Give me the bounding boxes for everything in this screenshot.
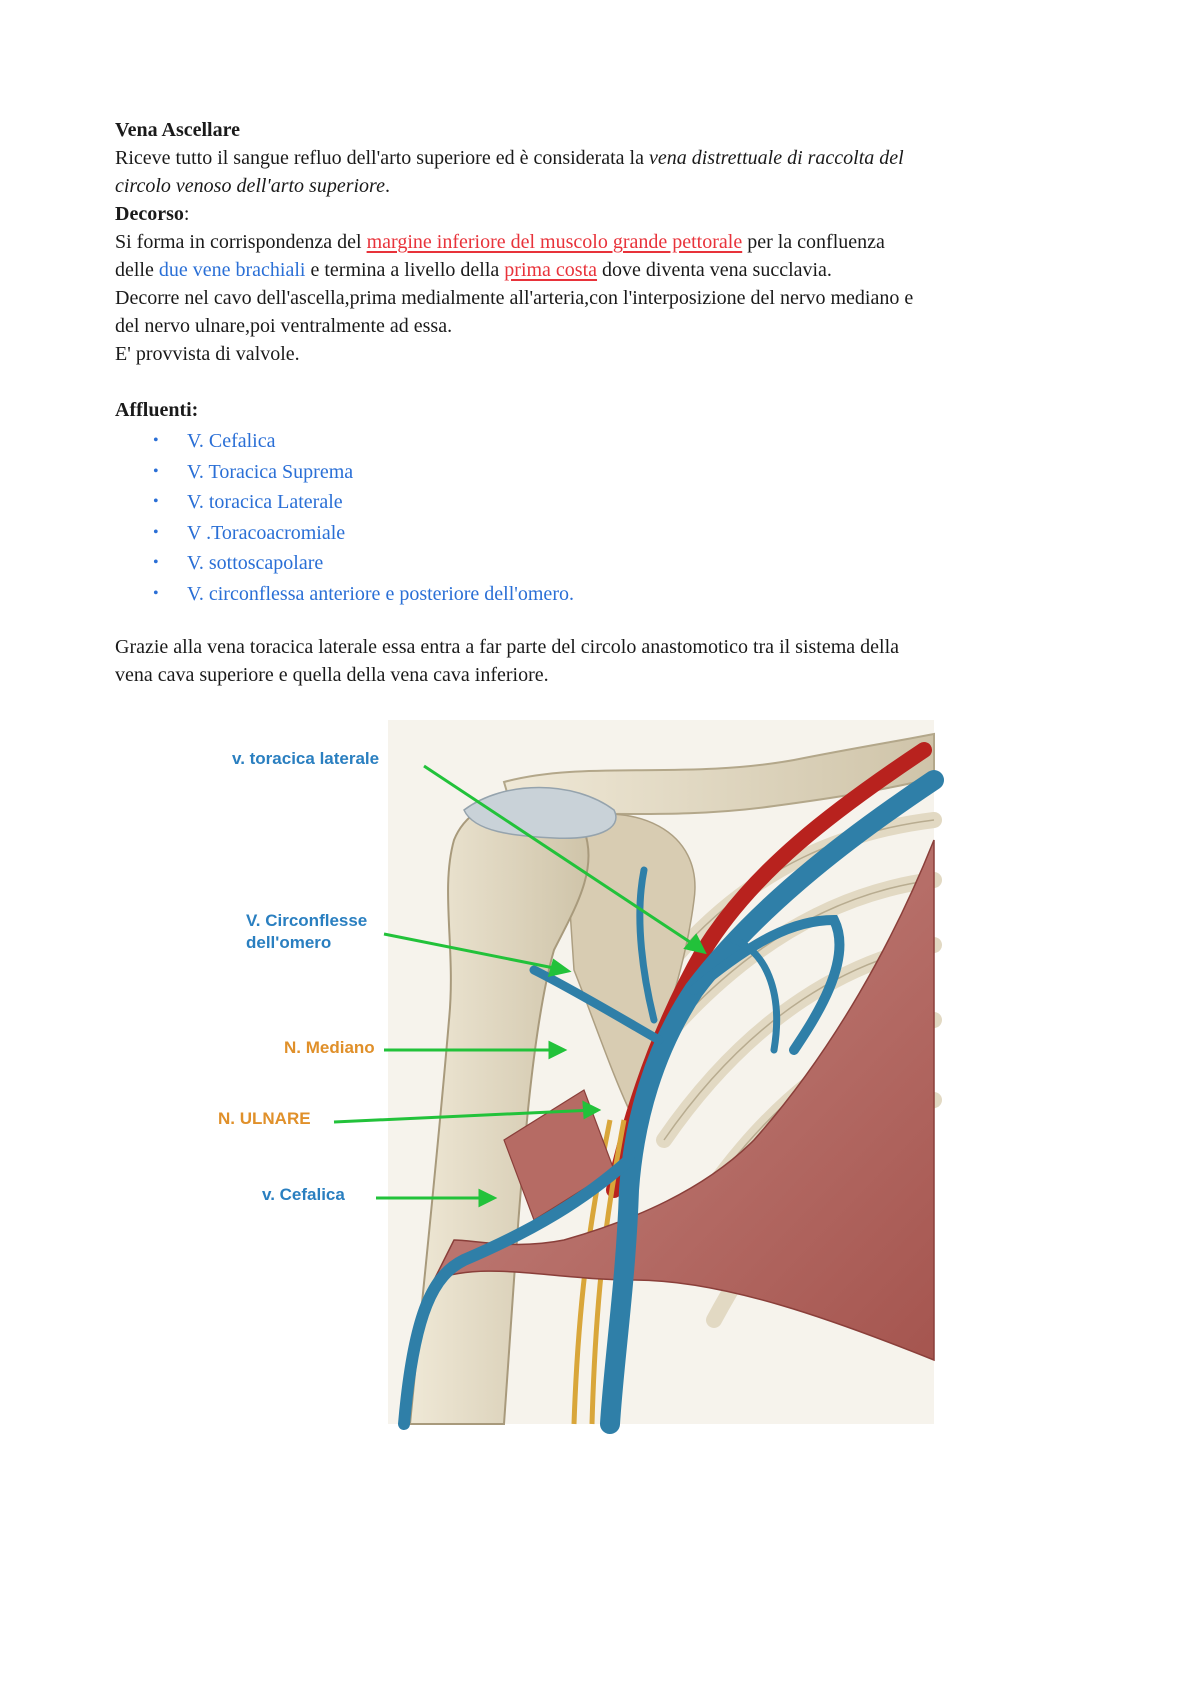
anatomy-figure xyxy=(218,720,934,1424)
affluenti-heading: Affluenti: xyxy=(115,399,199,421)
list-item-label: V. sottoscapolare xyxy=(187,552,324,574)
list-item xyxy=(115,548,1105,579)
intro-italic-2: circolo venoso dell'arto superiore xyxy=(115,175,385,197)
list-item xyxy=(115,579,1105,610)
label-cefalica: v. Cefalica xyxy=(262,1185,345,1204)
decorso-colon: : xyxy=(183,203,190,225)
list-item xyxy=(115,518,1105,549)
decorso-heading-line xyxy=(115,200,1105,228)
decorso-text: per la confluenza xyxy=(742,231,885,253)
label-circonflesse-1: V. Circonflesse xyxy=(246,911,368,930)
label-toracica-laterale: v. toracica laterale xyxy=(232,749,380,768)
decorso-line-2 xyxy=(115,256,1105,284)
list-item-label: V. Cefalica xyxy=(187,430,276,452)
list-item-label: V .Toracoacromiale xyxy=(187,521,346,544)
label-ulnare: N. ULNARE xyxy=(218,1109,311,1128)
bullet-icon: • xyxy=(153,432,159,449)
list-item xyxy=(115,426,1105,457)
bullet-icon: • xyxy=(153,523,159,541)
intro-end: . xyxy=(384,175,390,197)
decorso-text: e termina a livello della xyxy=(305,259,505,281)
list-item xyxy=(115,457,1105,488)
closing-line-1: Grazie alla vena toracica laterale essa entra a far parte del circolo anastomotico tra il sistema della xyxy=(115,636,900,658)
decorso-line-4: del nervo ulnare,poi ventralmente ad essa. xyxy=(115,315,453,337)
label-circonflesse-2: dell'omero xyxy=(246,933,332,952)
bullet-icon: • xyxy=(153,584,159,602)
affluenti-list xyxy=(115,426,1105,609)
spacer xyxy=(115,368,1105,396)
decorso-line-3: Decorre nel cavo dell'ascella,prima medialmente all'arteria,con l'interposizione del nervo mediano e xyxy=(115,287,914,309)
spacer xyxy=(115,609,1105,633)
decorso-text: Si forma in corrispondenza del xyxy=(115,231,367,253)
decorso-line-1 xyxy=(115,228,1105,256)
bullet-icon: • xyxy=(153,493,159,510)
document-body xyxy=(115,116,1105,689)
intro-text: Riceve tutto il sangue refluo dell'arto superiore ed è considerata la xyxy=(115,147,649,169)
decorso-line-5: E' provvista di valvole. xyxy=(115,343,300,365)
list-item-label: V. toracica Laterale xyxy=(187,491,343,513)
list-item-label: V. Toracica Suprema xyxy=(187,460,354,483)
link-prima-costa[interactable]: prima costa xyxy=(504,259,598,281)
intro-line-2 xyxy=(115,172,1105,200)
list-item-label: V. circonflessa anteriore e posteriore dell'omero. xyxy=(187,582,574,605)
due-vene-brachiali: due vene brachiali xyxy=(158,259,306,281)
bullet-icon: • xyxy=(153,554,159,571)
decorso-heading: Decorso xyxy=(115,203,184,225)
decorso-text: dove diventa vena succlavia. xyxy=(597,259,832,281)
intro-italic-1: vena distrettuale di raccolta del xyxy=(648,147,904,169)
axillary-vein-illustration xyxy=(218,720,934,1424)
label-mediano: N. Mediano xyxy=(284,1038,375,1057)
page-title: Vena Ascellare xyxy=(115,119,240,141)
closing-line-2: vena cava superiore e quella della vena cava inferiore. xyxy=(115,664,549,686)
list-item xyxy=(115,487,1105,518)
decorso-text: delle xyxy=(115,259,159,281)
bullet-icon: • xyxy=(153,462,159,480)
intro-line-1 xyxy=(115,144,1105,172)
link-margine-inferiore[interactable]: margine inferiore del muscolo grande pettorale xyxy=(366,231,743,253)
